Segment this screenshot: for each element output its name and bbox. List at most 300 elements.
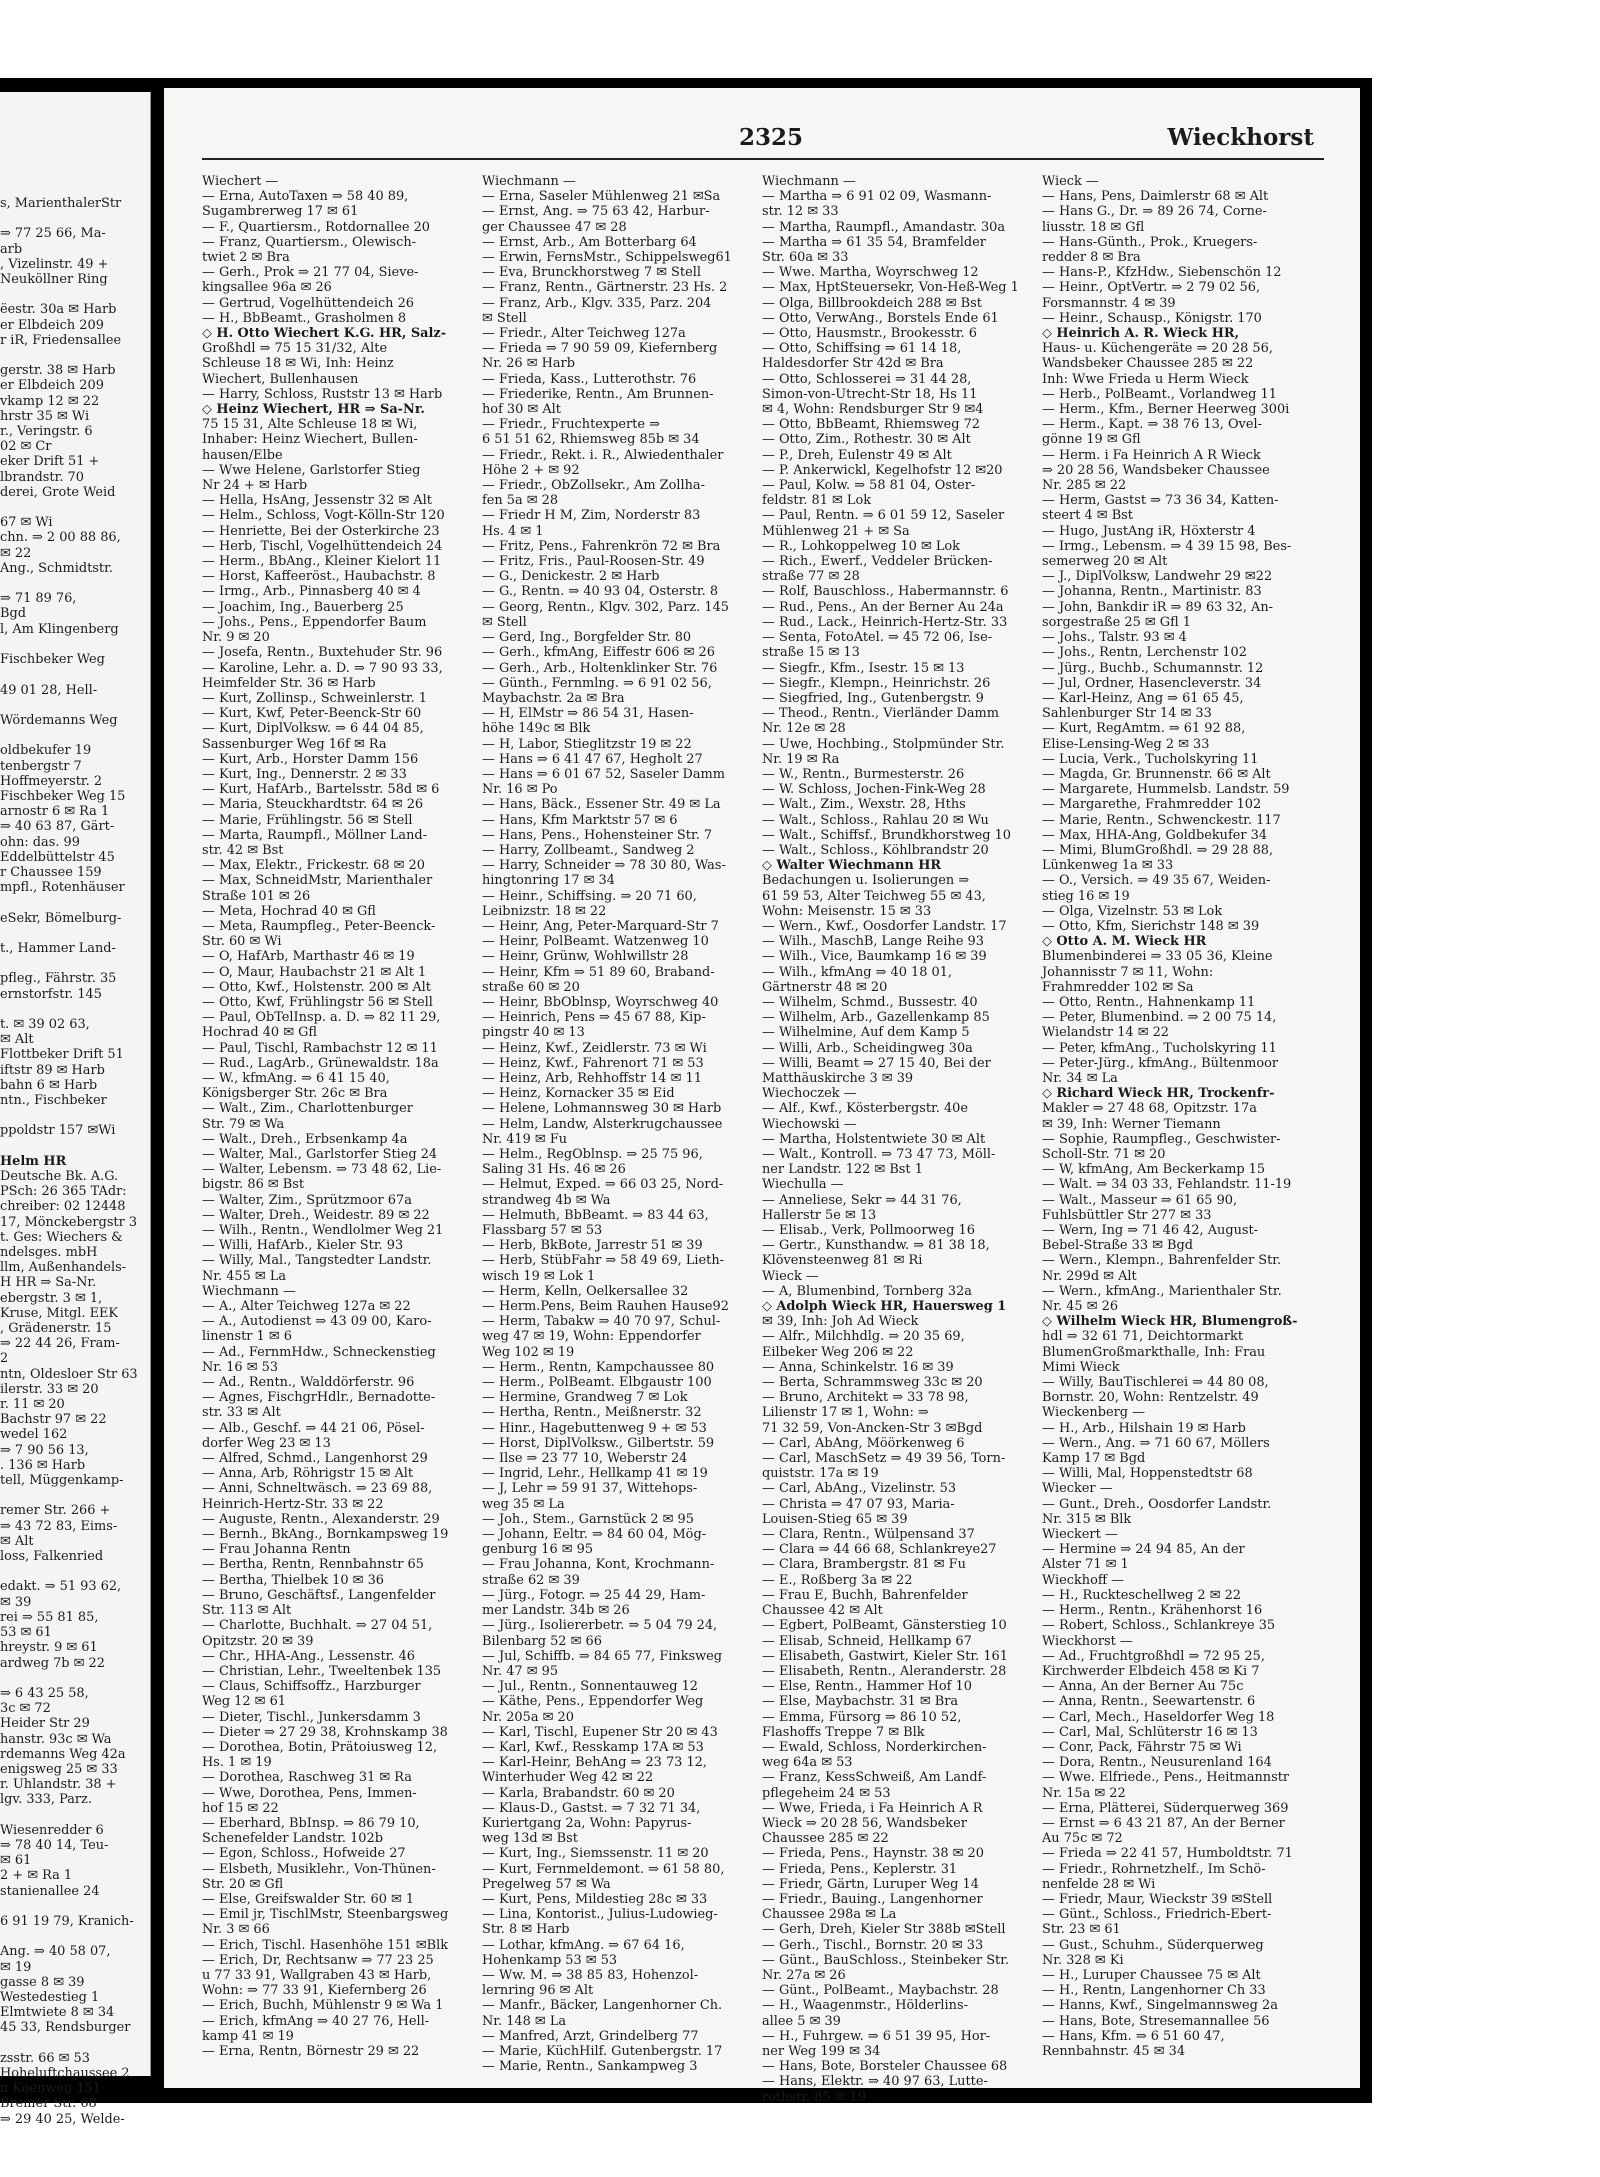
directory-entry-line: — John, Bankdir iR ⇒ 89 63 32, An- <box>1042 599 1274 615</box>
directory-entry-line: — Otto, Kfm, Sierichstr 148 ✉ 39 <box>1042 918 1260 934</box>
directory-entry-line: Klövensteenweg 81 ✉ Ri <box>762 1253 923 1269</box>
directory-entry-line: Ang., Schmidtstr. <box>0 560 113 576</box>
directory-entry-line: redder 8 ✉ Bra <box>1042 250 1141 266</box>
directory-entry-line: — Ernst, Arb., Am Botterbarg 64 <box>482 234 697 250</box>
directory-entry-line: Gärtnerstr 48 ✉ 20 <box>762 979 888 995</box>
directory-entry-line: ntn, Oldesloer Str 63 <box>0 1366 138 1382</box>
directory-entry-line: — Erna, Saseler Mühlenweg 21 ✉Sa <box>482 189 721 205</box>
directory-entry-line: — H., Luruper Chaussee 75 ✉ Alt <box>1042 1967 1261 1983</box>
left-page-fragment <box>0 92 151 2127</box>
directory-entry-line: iftstr 89 ✉ Harb <box>0 1062 105 1078</box>
directory-entry-line: — Marie, Frühlingstr. 56 ✉ Stell <box>202 812 413 828</box>
directory-entry-line <box>0 1808 148 1823</box>
directory-entry-line: Wohn: Meisenstr. 15 ✉ 33 <box>762 903 932 919</box>
directory-entry-line: — Frieda ⇒ 22 41 57, Humboldtstr. 71 <box>1042 1846 1293 1862</box>
directory-entry-line: Leibnizstr. 18 ✉ 22 <box>482 903 607 919</box>
directory-entry-line <box>0 1671 148 1686</box>
directory-entry-line: — Dieter ⇒ 27 29 38, Krohnskamp 38 <box>202 1724 448 1740</box>
directory-entry-line: Maybachstr. 2a ✉ Bra <box>482 690 625 706</box>
directory-entry-line: — Jul., Rentn., Sonnentauweg 12 <box>482 1679 698 1695</box>
directory-entry-line: — Herm., BbAng., Kleiner Kielort 11 <box>202 554 442 570</box>
directory-entry-line <box>0 698 148 713</box>
directory-entry-line: — Maria, Steuckhardtstr. 64 ✉ 26 <box>202 797 424 813</box>
directory-entry-line: ◇ Heinz Wiechert, HR ⇒ Sa-Nr. <box>202 402 425 418</box>
directory-entry-line: Kruse, Mitgl. EEK <box>0 1305 119 1321</box>
directory-entry-line: straße 77 ✉ 28 <box>762 569 860 585</box>
directory-entry-line: pingstr 40 ✉ 13 <box>482 1025 585 1041</box>
directory-entry-line: — Harry, Schneider ⇒ 78 30 80, Was- <box>482 858 726 874</box>
directory-entry-line: — Else, Maybachstr. 31 ✉ Bra <box>762 1694 959 1710</box>
directory-entry-line: 61 59 53, Alter Teichweg 55 ✉ 43, <box>762 888 986 904</box>
directory-entry-line: edakt. ⇒ 51 93 62, <box>0 1579 122 1595</box>
directory-entry-line: ✉ Alt <box>0 1533 34 1549</box>
directory-entry-line: — Auguste, Rentn., Alexanderstr. 29 <box>202 1511 440 1527</box>
directory-entry-line: Nr. 15a ✉ 22 <box>1042 1785 1126 1801</box>
directory-entry-line: — Gerh., Tischl., Bornstr. 20 ✉ 33 <box>762 1937 984 1953</box>
directory-entry-line: — Clara ⇒ 44 66 68, Schlankreye27 <box>762 1542 997 1558</box>
directory-column-1 <box>202 174 474 2059</box>
directory-entry-line: — Klaus-D., Gastst. ⇒ 7 32 71 34, <box>482 1800 701 1816</box>
directory-entry-line: Scholl-Str. 71 ✉ 20 <box>1042 1147 1166 1162</box>
directory-entry-line: — Henriette, Bei der Osterkirche 23 <box>202 523 440 539</box>
directory-entry-line: 45 33, Rendsburger <box>0 2020 131 2036</box>
directory-entry-line: — Erich, Dr, Rechtsanw ⇒ 77 23 25 <box>202 1952 434 1968</box>
directory-entry-line: Heimfelder Str. 36 ✉ Harb <box>202 675 376 691</box>
directory-entry-line: — Gunt., Dreh., Oosdorfer Landstr. <box>1042 1496 1272 1512</box>
directory-entry-line: — Dorothea, Botin, Prätoiusweg 12, <box>202 1739 438 1755</box>
directory-entry-line: — O, HafArb, Marthastr 46 ✉ 19 <box>202 949 415 965</box>
directory-entry-line: Nr 24 + ✉ Harb <box>202 478 308 494</box>
directory-entry-line: nenfelde 28 ✉ Wi <box>1042 1876 1156 1892</box>
directory-entry-line: — A., Alter Teichweg 127a ✉ 22 <box>202 1299 411 1315</box>
directory-entry-line: r. Uhlandstr. 38 + <box>0 1777 117 1793</box>
directory-entry-line: 6 51 51 62, Rhiemsweg 85b ✉ 34 <box>482 432 700 448</box>
directory-entry-line: gasse 8 ✉ 39 <box>0 1974 85 1990</box>
directory-entry-line: — Heinr, PolBeamt. Watzenweg 10 <box>482 934 709 950</box>
directory-entry-line: pfleg., Fährstr. 35 <box>0 971 117 987</box>
directory-entry-line: — Anna, Arb, Röhrigstr 15 ✉ Alt <box>202 1466 414 1482</box>
directory-entry-line: — Carl, Mech., Haseldorfer Weg 18 <box>1042 1709 1275 1725</box>
directory-entry-line: — Ilse ⇒ 23 77 10, Weberstr 24 <box>482 1451 688 1467</box>
directory-entry-line: — Gust., Schuhm., Süderquerweg <box>1042 1937 1264 1953</box>
directory-entry-line: — Walt., Zim., Wexstr. 28, Hths <box>762 797 966 813</box>
directory-entry-line: Hochrad 40 ✉ Gfl <box>202 1025 318 1041</box>
directory-entry-line: Str. 60a ✉ 33 <box>762 250 849 266</box>
directory-entry-line: — Else, Greifswalder Str. 60 ✉ 1 <box>202 1891 415 1907</box>
directory-entry-line: stieg 16 ✉ 19 <box>1042 888 1130 904</box>
directory-entry-line: Bgd <box>0 606 26 622</box>
directory-entry-line: — Erich, Buchh, Mühlenstr 9 ✉ Wa 1 <box>202 1998 444 2014</box>
directory-entry-line: — Bertha, Rentn, Rennbahnstr 65 <box>202 1557 424 1573</box>
directory-entry-line: feldstr. 81 ✉ Lok <box>762 493 872 509</box>
directory-entry-line: — Egon, Schloss., Hofweide 27 <box>202 1846 406 1862</box>
directory-entry-line: Nr. 455 ✉ La <box>202 1268 287 1284</box>
directory-entry-line: — Dora, Rentn., Neusurenland 164 <box>1042 1755 1272 1771</box>
directory-entry-line: — Frau Johanna, Kont, Krochmann- <box>482 1557 715 1573</box>
directory-entry-line: ardweg 7b ✉ 22 <box>0 1655 105 1671</box>
directory-entry-line: hdl ⇒ 32 61 71, Deichtormarkt <box>1042 1329 1244 1345</box>
directory-entry-line: Nr. 45 ✉ 26 <box>1042 1299 1119 1315</box>
running-header: Wieckhorst <box>1167 124 1314 151</box>
directory-entry-line: r., Veringstr. 6 <box>0 424 93 440</box>
directory-entry-line: Wiechert, Bullenhausen <box>202 371 359 387</box>
directory-entry-line: strandweg 4b ✉ Wa <box>482 1192 611 1208</box>
directory-entry-line: Wieck — <box>762 1268 819 1284</box>
directory-entry-line: Wieck ⇒ 20 28 56, Wandsbeker <box>762 1815 967 1831</box>
directory-entry-line: — Heinr, Ang, Peter-Marquard-Str 7 <box>482 918 719 934</box>
directory-entry-line: — Herm., Kfm., Berner Heerweg 300i <box>1042 402 1290 418</box>
directory-entry-line: — Walt., Masseur ⇒ 61 65 90, <box>1042 1192 1238 1208</box>
directory-entry-line: — Jul, Schiffb. ⇒ 84 65 77, Finksweg <box>482 1648 723 1664</box>
directory-entry-line: — Ingrid, Lehr., Hellkamp 41 ✉ 19 <box>482 1466 708 1482</box>
directory-entry-line: Chaussee 298a ✉ La <box>762 1907 897 1923</box>
directory-entry-line: — Willy, Mal., Tangstedter Landstr. <box>202 1253 432 1269</box>
directory-entry-line: Kuriertgang 2a, Wohn: Papyrus- <box>482 1815 692 1831</box>
directory-entry-line: Fischbeker Weg 15 <box>0 788 126 804</box>
directory-entry-line: gönne 19 ✉ Gfl <box>1042 432 1141 448</box>
directory-entry-line: — Sophie, Raumpfleg., Geschwister- <box>1042 1131 1281 1147</box>
directory-entry-line: — Carl, MaschSetz ⇒ 49 39 56, Torn- <box>762 1451 1006 1467</box>
directory-entry-line: ✉ 19 <box>0 1959 32 1975</box>
directory-entry-line: — Helm, Landw, Alsterkrugchaussee <box>482 1116 723 1132</box>
directory-entry-line: Wiechowski — <box>762 1116 857 1132</box>
directory-entry-line: — Walt., Schloss., Köhlbrandstr 20 <box>762 842 989 858</box>
directory-entry-line: — Franz, Quartiersm., Olewisch- <box>202 234 416 250</box>
directory-entry-line: — Heinrich, Pens ⇒ 45 67 88, Kip- <box>482 1010 706 1026</box>
directory-entry-line: Schenefelder Landstr. 102b <box>202 1831 383 1847</box>
directory-entry-line: — Gertr., Kunsthandw. ⇒ 81 38 18, <box>762 1238 990 1254</box>
directory-entry-line: — Charlotte, Buchhalt. ⇒ 27 04 51, <box>202 1618 433 1634</box>
directory-entry-line: Nr. 328 ✉ Ki <box>1042 1952 1124 1968</box>
directory-entry-line: — Johanna, Rentn., Martinistr. 83 <box>1042 584 1262 600</box>
directory-entry-line: — Claus, Schiffsoffz., Harzburger <box>202 1679 421 1695</box>
directory-entry-line: — W., Rentn., Burmesterstr. 26 <box>762 766 965 782</box>
directory-entry-line: Str. 23 ✉ 61 <box>1042 1922 1121 1938</box>
directory-entry-line: — Johs., Rentn, Lerchenstr 102 <box>1042 645 1247 661</box>
directory-entry-line: — Peter, kfmAng., Tucholskyring 11 <box>1042 1040 1277 1056</box>
directory-entry-line: — Wilhelm, Arb., Gazellenkamp 85 <box>762 1010 990 1026</box>
directory-entry-line: ✉ Alt <box>0 1032 34 1048</box>
directory-entry-line: — Anna, Schinkelstr. 16 ✉ 39 <box>762 1359 954 1375</box>
directory-entry-line <box>0 1488 148 1503</box>
directory-entry-line: — Else, Rentn., Hammer Hof 10 <box>762 1679 972 1695</box>
directory-entry-line: — Elsbeth, Musiklehr., Von-Thünen- <box>202 1861 436 1877</box>
directory-entry-line: — H., BbBeamt., Grasholmen 8 <box>202 310 407 326</box>
directory-entry-line: — Emma, Fürsorg ⇒ 86 10 52, <box>762 1709 962 1725</box>
directory-entry-line: — Joh., Stem., Garnstück 2 ✉ 95 <box>482 1511 694 1527</box>
directory-entry-line: — Friedr, Gärtn, Luruper Weg 14 <box>762 1876 979 1892</box>
directory-entry-line: — Friederike, Rentn., Am Brunnen- <box>482 386 714 402</box>
directory-entry-line <box>0 1139 148 1154</box>
directory-entry-line: Hohenkamp 53 ✉ 53 <box>482 1952 618 1968</box>
directory-entry-line: — Gertrud, Vogelhüttendeich 26 <box>202 295 414 311</box>
directory-entry-line: — Wwe Helene, Garlstorfer Stieg <box>202 462 421 478</box>
directory-entry-line: Rennbahnstr. 45 ✉ 34 <box>1042 2043 1186 2059</box>
directory-entry-line: Nr. 205a ✉ 20 <box>482 1709 574 1725</box>
directory-entry-line: — Max, SchneidMstr, Marienthaler <box>202 873 433 889</box>
directory-entry-line: — Kurt, Arb., Horster Damm 156 <box>202 751 419 767</box>
directory-entry-line: bigstr. 86 ✉ Bst <box>202 1177 305 1193</box>
directory-entry-line: 53 ✉ 61 <box>0 1625 52 1641</box>
directory-entry-line: ◇ Richard Wieck HR, Trockenfr- <box>1042 1086 1275 1102</box>
directory-entry-line: — Wern., Klempn., Bahrenfelder Str. <box>1042 1253 1282 1269</box>
directory-entry-line: — Gerh., Prok ⇒ 21 77 04, Sieve- <box>202 265 419 281</box>
directory-entry-line: — P., Dreh, Eulenstr 49 ✉ Alt <box>762 447 952 463</box>
directory-entry-line: — Ww. M. ⇒ 38 85 83, Hohenzol- <box>482 1967 699 1983</box>
directory-entry-line: Großhdl ⇒ 75 15 31/32, Alte <box>202 341 388 357</box>
directory-entry-line: — Heinz, Arb, Rehhoffstr 14 ✉ 11 <box>482 1070 702 1086</box>
directory-entry-line: Pregelweg 57 ✉ Wa <box>482 1876 611 1892</box>
directory-entry-line: — Martha ⇒ 6 91 02 09, Wasmann- <box>762 189 992 205</box>
directory-entry-line: — Walt., Dreh., Erbsenkamp 4a <box>202 1131 408 1147</box>
directory-entry-line: r. 11 ✉ 20 <box>0 1397 65 1413</box>
directory-entry-line: — Rud., Lack., Heinrich-Hertz-Str. 33 <box>762 614 1008 630</box>
directory-entry-line: — Franz, Arb., Klgv. 335, Parz. 204 <box>482 295 712 311</box>
directory-entry-line: Sugambrerweg 17 ✉ 61 <box>202 204 359 220</box>
directory-entry-line: — H., Waagenmstr., Hölderlins- <box>762 1998 968 2014</box>
directory-entry-line: — Jürg., Isoliererbetr. ⇒ 5 04 79 24, <box>482 1618 718 1634</box>
directory-entry-line: BlumenGroßmarkthalle, Inh: Frau <box>1042 1344 1266 1360</box>
directory-entry-line: — Hans, Bote, Borsteler Chaussee 68 <box>762 2059 1008 2075</box>
directory-entry-line: Ang. ⇒ 40 58 07, <box>0 1944 111 1960</box>
directory-entry-line: — Gerd, Ing., Borgfelder Str. 80 <box>482 630 692 646</box>
directory-entry-line: — Conr, Pack, Fährstr 75 ✉ Wi <box>1042 1739 1242 1755</box>
directory-entry-line: — Herm, Kelln, Oelkersallee 32 <box>482 1283 689 1299</box>
directory-entry-line: Au 75c ✉ 72 <box>1042 1831 1123 1847</box>
directory-entry-line: Bebel-Straße 33 ✉ Bgd <box>1042 1238 1194 1254</box>
directory-entry-line: Wohn: ⇒ 77 33 91, Kiefernberg 26 <box>202 1983 427 1999</box>
directory-entry-line: hrstr 35 ✉ Wi <box>0 408 90 424</box>
directory-entry-line: ger Chaussee 47 ✉ 28 <box>482 219 627 235</box>
directory-entry-line: Mühlenweg 21 + ✉ Sa <box>762 523 910 539</box>
directory-entry-line: — Hans, Bote, Stresemannallee 56 <box>1042 2013 1270 2029</box>
directory-entry-line: r Chaussee 159 <box>0 864 102 880</box>
directory-entry-line: — Lothar, kfmAng. ⇒ 67 64 16, <box>482 1937 685 1953</box>
directory-entry-line: ëestr. 30a ✉ Harb <box>0 302 117 318</box>
directory-entry-line: ⇒ 20 28 56, Wandsbeker Chaussee <box>1042 462 1270 478</box>
directory-entry-line: Fuhlsbüttler Str 277 ✉ 33 <box>1042 1207 1212 1223</box>
directory-entry-line: weg 64a ✉ 53 <box>762 1755 853 1771</box>
directory-entry-line <box>0 287 148 302</box>
directory-entry-line: ✉ 61 <box>0 1853 32 1869</box>
directory-entry-line: t. Ges: Wiechers & <box>0 1229 123 1245</box>
directory-entry-line: Wiecker — <box>1042 1481 1113 1497</box>
directory-entry-line: n Koenweg 151 <box>0 2081 101 2097</box>
directory-entry-line: Hoffmeyerstr. 2 <box>0 773 103 789</box>
directory-entry-line: — Paul, ObTelInsp. a. D. ⇒ 82 11 29, <box>202 1010 441 1026</box>
directory-entry-line: Nr. 27a ✉ 26 <box>762 1967 846 1983</box>
directory-entry-line: — Meta, Raumpfleg., Peter-Beenck- <box>202 918 436 934</box>
directory-entry-line: — Erich, kfmAng ⇒ 40 27 76, Hell- <box>202 2013 430 2029</box>
directory-entry-line: fen 5a ✉ 28 <box>482 493 559 509</box>
directory-entry-line: — Eva, Brunckhorstweg 7 ✉ Stell <box>482 265 701 281</box>
directory-entry-line: tell, Müggenkamp- <box>0 1473 124 1489</box>
directory-entry-line: Höhe 2 + ✉ 92 <box>482 462 580 478</box>
directory-entry-line: Nr. 148 ✉ La <box>482 2013 567 2029</box>
directory-entry-line: — Carl, AbAng, Möörkenweg 6 <box>762 1435 965 1451</box>
directory-entry-line: llm, Außenhandels- <box>0 1260 127 1276</box>
directory-entry-line: ⇒ 22 44 26, Fram- <box>0 1336 120 1352</box>
directory-entry-line: — Walt., Schiffsf., Brundkhorstweg 10 <box>762 827 1011 843</box>
directory-entry-line: — Herm, Gastst ⇒ 73 36 34, Katten- <box>1042 493 1279 509</box>
directory-entry-line: — Emil jr, TischlMstr, Steenbargsweg <box>202 1907 449 1923</box>
directory-entry-line: arb <box>0 241 23 257</box>
directory-entry-line: rothstr. 85 ✉ 19 <box>762 2089 866 2105</box>
directory-entry-line: — Hertha, Rentn., Meißnerstr. 32 <box>482 1405 702 1421</box>
directory-entry-line: — Heinr., Schausp., Königstr. 170 <box>1042 310 1262 326</box>
directory-entry-line: Makler ⇒ 27 48 68, Opitzstr. 17a <box>1042 1101 1257 1117</box>
directory-entry-line: — Kurt, Ing., Dennerstr. 2 ✉ 33 <box>202 766 407 782</box>
directory-entry-line: — H., Rentn, Langenhorner Ch 33 <box>1042 1983 1266 1999</box>
directory-entry-line: — Ad., Fruchtgroßhdl ⇒ 72 95 25, <box>1042 1648 1265 1664</box>
directory-entry-line: — Kurt, RegAmtm. ⇒ 61 92 88, <box>1042 721 1246 737</box>
directory-entry-line: — Gerh., Arb., Holtenklinker Str. 76 <box>482 660 718 676</box>
header-rule <box>202 158 1324 160</box>
directory-entry-line: — Marie, Rentn., Schwenckestr. 117 <box>1042 812 1281 828</box>
directory-entry-line: Schleuse 18 ✉ Wi, Inh: Heinz <box>202 356 394 372</box>
directory-entry-line: — Joachim, Ing., Bauerberg 25 <box>202 599 404 615</box>
directory-entry-line: — Bertha, Thielbek 10 ✉ 36 <box>202 1572 384 1588</box>
directory-entry-line: ⇒ 6 43 25 58, <box>0 1685 89 1701</box>
directory-entry-line: Wördemanns Weg <box>0 712 118 728</box>
directory-column-4 <box>1042 174 1314 2059</box>
directory-entry-line: Lilienstr 17 ✉ 1, Wohn: ⇒ <box>762 1405 929 1421</box>
directory-entry-line <box>0 728 148 743</box>
directory-entry-line: — G., Denickestr. 2 ✉ Harb <box>482 569 660 585</box>
directory-entry-line: 71 32 59, Von-Ancken-Str 3 ✉Bgd <box>762 1420 983 1436</box>
directory-entry-line: — Hans, Kfm. ⇒ 6 51 60 47, <box>1042 2028 1225 2044</box>
directory-entry-line: — Friedr., Alter Teichweg 127a <box>482 326 686 342</box>
directory-entry-line: Bremer Str. 68 <box>0 2096 97 2112</box>
directory-entry-line <box>0 1002 148 1017</box>
directory-entry-line: steert 4 ✉ Bst <box>1042 508 1133 524</box>
directory-entry-line: — Christa ⇒ 47 07 93, Maria- <box>762 1496 955 1512</box>
directory-entry-line: Saling 31 Hs. 46 ✉ 26 <box>482 1162 626 1178</box>
directory-entry-line: allee 5 ✉ 39 <box>762 2013 841 2029</box>
directory-entry-line: wedel 162 <box>0 1427 68 1443</box>
directory-entry-line: — H, Labor, Stieglitzstr 19 ✉ 22 <box>482 736 692 752</box>
directory-entry-line: — Hans ⇒ 6 01 67 52, Saseler Damm <box>482 766 725 782</box>
directory-entry-line: ◇ H. Otto Wiechert K.G. HR, Salz- <box>202 326 447 342</box>
directory-entry-line: ✉ 39, Inh: Joh Ad Wieck <box>762 1314 919 1330</box>
directory-entry-line: Matthäuskirche 3 ✉ 39 <box>762 1070 914 1086</box>
directory-entry-line: Flassbarg 57 ✉ 53 <box>482 1223 603 1239</box>
directory-entry-line: bahn 6 ✉ Harb <box>0 1077 98 1093</box>
directory-entry-line: Hs. 1 ✉ 19 <box>202 1755 272 1771</box>
directory-entry-line: Wiechert — <box>202 174 279 189</box>
directory-entry-line: Wieckhorst — <box>1042 1633 1133 1649</box>
directory-page <box>164 88 1360 2105</box>
directory-entry-line: Str. 113 ✉ Alt <box>202 1603 292 1619</box>
directory-entry-line: 3c ✉ 72 <box>0 1701 51 1717</box>
directory-entry-line: — Walt. ⇒ 34 03 33, Fehlandstr. 11-19 <box>1042 1177 1292 1193</box>
directory-entry-line: s, MarienthalerStr <box>0 196 122 211</box>
directory-entry-line: liusstr. 18 ✉ Gfl <box>1042 219 1145 235</box>
directory-entry-line: — Kurt, Zollinsp., Schweinlerstr. 1 <box>202 690 428 706</box>
directory-entry-line: — Hans ⇒ 6 41 47 67, Hegholt 27 <box>482 751 703 767</box>
directory-entry-line: Weg 102 ✉ 19 <box>482 1344 575 1360</box>
directory-entry-line: vkamp 12 ✉ 22 <box>0 393 100 409</box>
directory-entry-line: — Wern, Ing ⇒ 71 46 42, August- <box>1042 1223 1259 1239</box>
directory-entry-line: ◇ Adolph Wieck HR, Hauersweg 1 <box>762 1299 1007 1315</box>
directory-entry-line: kamp 41 ✉ 19 <box>202 2028 294 2044</box>
directory-entry-line: — Christian, Lehr., Tweeltenbek 135 <box>202 1663 442 1679</box>
directory-entry-line: — Kurt, Kwf, Peter-Beenck-Str 60 <box>202 706 422 722</box>
directory-entry-line: — Siegfr., Kfm., Isestr. 15 ✉ 13 <box>762 660 965 676</box>
directory-entry-line: Bachstr 97 ✉ 22 <box>0 1412 107 1428</box>
directory-entry-line: — Jul, Ordner, Hasencleverstr. 34 <box>1042 675 1262 691</box>
directory-entry-line: — Gerh., kfmAng, Eiffestr 606 ✉ 26 <box>482 645 715 661</box>
directory-entry-line: t., Hammer Land- <box>0 940 116 956</box>
directory-entry-line: — Bruno, Architekt ⇒ 33 78 98, <box>762 1390 969 1406</box>
directory-entry-line: — Frieda, Pens., Keplerstr. 31 <box>762 1861 958 1877</box>
directory-entry-line: u 77 33 91, Wallgraben 43 ✉ Harb, <box>202 1967 432 1983</box>
directory-entry-line: — Lina, Kontorist., Julius-Ludowieg- <box>482 1907 718 1923</box>
directory-entry-line: 49 01 28, Hell- <box>0 682 98 698</box>
directory-entry-line: eSekr, Bömelburg- <box>0 910 122 926</box>
directory-entry-line: ✉ 39 <box>0 1594 32 1610</box>
directory-entry-line: — Günt., Schloss., Friedrich-Ebert- <box>1042 1907 1272 1923</box>
directory-entry-line: — Willi, HafArb., Kieler Str. 93 <box>202 1238 404 1254</box>
directory-entry-line: — Karl, Kwf., Resskamp 17A ✉ 53 <box>482 1739 704 1755</box>
directory-entry-line: — Heinr., OptVertr. ⇒ 2 79 02 56, <box>1042 280 1261 296</box>
directory-entry-line: — Erich, Tischl. Hasenhöhe 151 ✉Blk <box>202 1937 449 1953</box>
directory-entry-line: — Friedr., Rekt. i. R., Alwiedenthaler <box>482 447 724 463</box>
directory-entry-line: Fischbeker Weg <box>0 652 105 668</box>
directory-entry-line: er Elbdeich 209 <box>0 378 104 394</box>
directory-entry-line: — Elisab., Verk, Pollmoorweg 16 <box>762 1223 975 1239</box>
directory-entry-line: — Marie, Rentn., Sankampweg 3 <box>482 2059 698 2075</box>
directory-entry-line: — Olga, Billbrookdeich 288 ✉ Bst <box>762 295 982 311</box>
directory-entry-line: wisch 19 ✉ Lok 1 <box>482 1268 596 1284</box>
directory-entry-line: straße 62 ✉ 39 <box>482 1572 580 1588</box>
directory-entry-line: — Rud., Pens., An der Berner Au 24a <box>762 599 1004 615</box>
directory-entry-line: — Fritz, Fris., Paul-Roosen-Str. 49 <box>482 554 705 570</box>
directory-entry-line: zsstr. 66 ✉ 53 <box>0 2050 90 2066</box>
directory-entry-line: — Franz, Rentn., Gärtnerstr. 23 Hs. 2 <box>482 280 728 296</box>
directory-entry-line: lbrandstr. 70 <box>0 469 84 485</box>
directory-entry-line: — Siegfr., Klempn., Heinrichstr. 26 <box>762 675 991 691</box>
directory-entry-line: — Ewald, Schloss, Norderkirchen- <box>762 1739 987 1755</box>
directory-entry-line: Nr. 16 ✉ 53 <box>202 1359 279 1375</box>
directory-entry-line: ⇒ 29 40 25, Welde- <box>0 2111 125 2127</box>
directory-entry-line: — Ad., Rentn., Walddörferstr. 96 <box>202 1375 415 1391</box>
directory-entry-line: Bornstr. 20, Wohn: Rentzelstr. 49 <box>1042 1390 1259 1406</box>
directory-entry-line: — Siegfried, Ing., Gutenbergstr. 9 <box>762 690 984 706</box>
directory-entry-line: PSch: 26 365 TAdr: <box>0 1184 127 1200</box>
directory-entry-line: — Hermine, Grandweg 7 ✉ Lok <box>482 1390 688 1406</box>
directory-entry-line: — Günt., BauSchloss., Steinbeker Str. <box>762 1952 1010 1968</box>
directory-entry-line: — Max, HHA-Ang, Goldbekufer 34 <box>1042 827 1268 843</box>
directory-entry-line: — Bernh., BkAng., Bornkampsweg 19 <box>202 1527 449 1543</box>
directory-entry-line: Bedachungen u. Isolierungen ⇒ <box>762 873 970 889</box>
directory-entry-line: 75 15 31, Alte Schleuse 18 ✉ Wi, <box>202 417 418 433</box>
directory-entry-line: Nr. 19 ✉ Ra <box>762 751 840 767</box>
directory-entry-line: — Kurt, Pens, Mildestieg 28c ✉ 33 <box>482 1891 708 1907</box>
directory-entry-line: — Kurt, Fernmeldemont. ⇒ 61 58 80, <box>482 1861 725 1877</box>
directory-entry-line: Alster 71 ✉ 1 <box>1042 1557 1129 1573</box>
directory-entry-line: ✉ 22 <box>0 545 32 561</box>
directory-entry-line: — O, Maur, Haubachstr 21 ✉ Alt 1 <box>202 964 427 980</box>
directory-entry-line: — Wilh., kfmAng ⇒ 40 18 01, <box>762 964 953 980</box>
directory-entry-line: Chaussee 285 ✉ 22 <box>762 1831 889 1847</box>
directory-entry-line: — Irmg., Lebensm. ⇒ 4 39 15 98, Bes- <box>1042 538 1292 554</box>
directory-entry-line: — Horst, DiplVolksw., Gilbertstr. 59 <box>482 1435 715 1451</box>
directory-entry-line: — Frieda ⇒ 7 90 59 09, Kiefernberg <box>482 341 718 357</box>
directory-entry-line: — Helm., Schloss, Vogt-Kölln-Str 120 <box>202 508 445 524</box>
directory-entry-line: t. ✉ 39 02 63, <box>0 1016 90 1032</box>
directory-entry-line: — Heinz, Kwf., Zeidlerstr. 73 ✉ Wi <box>482 1040 707 1056</box>
